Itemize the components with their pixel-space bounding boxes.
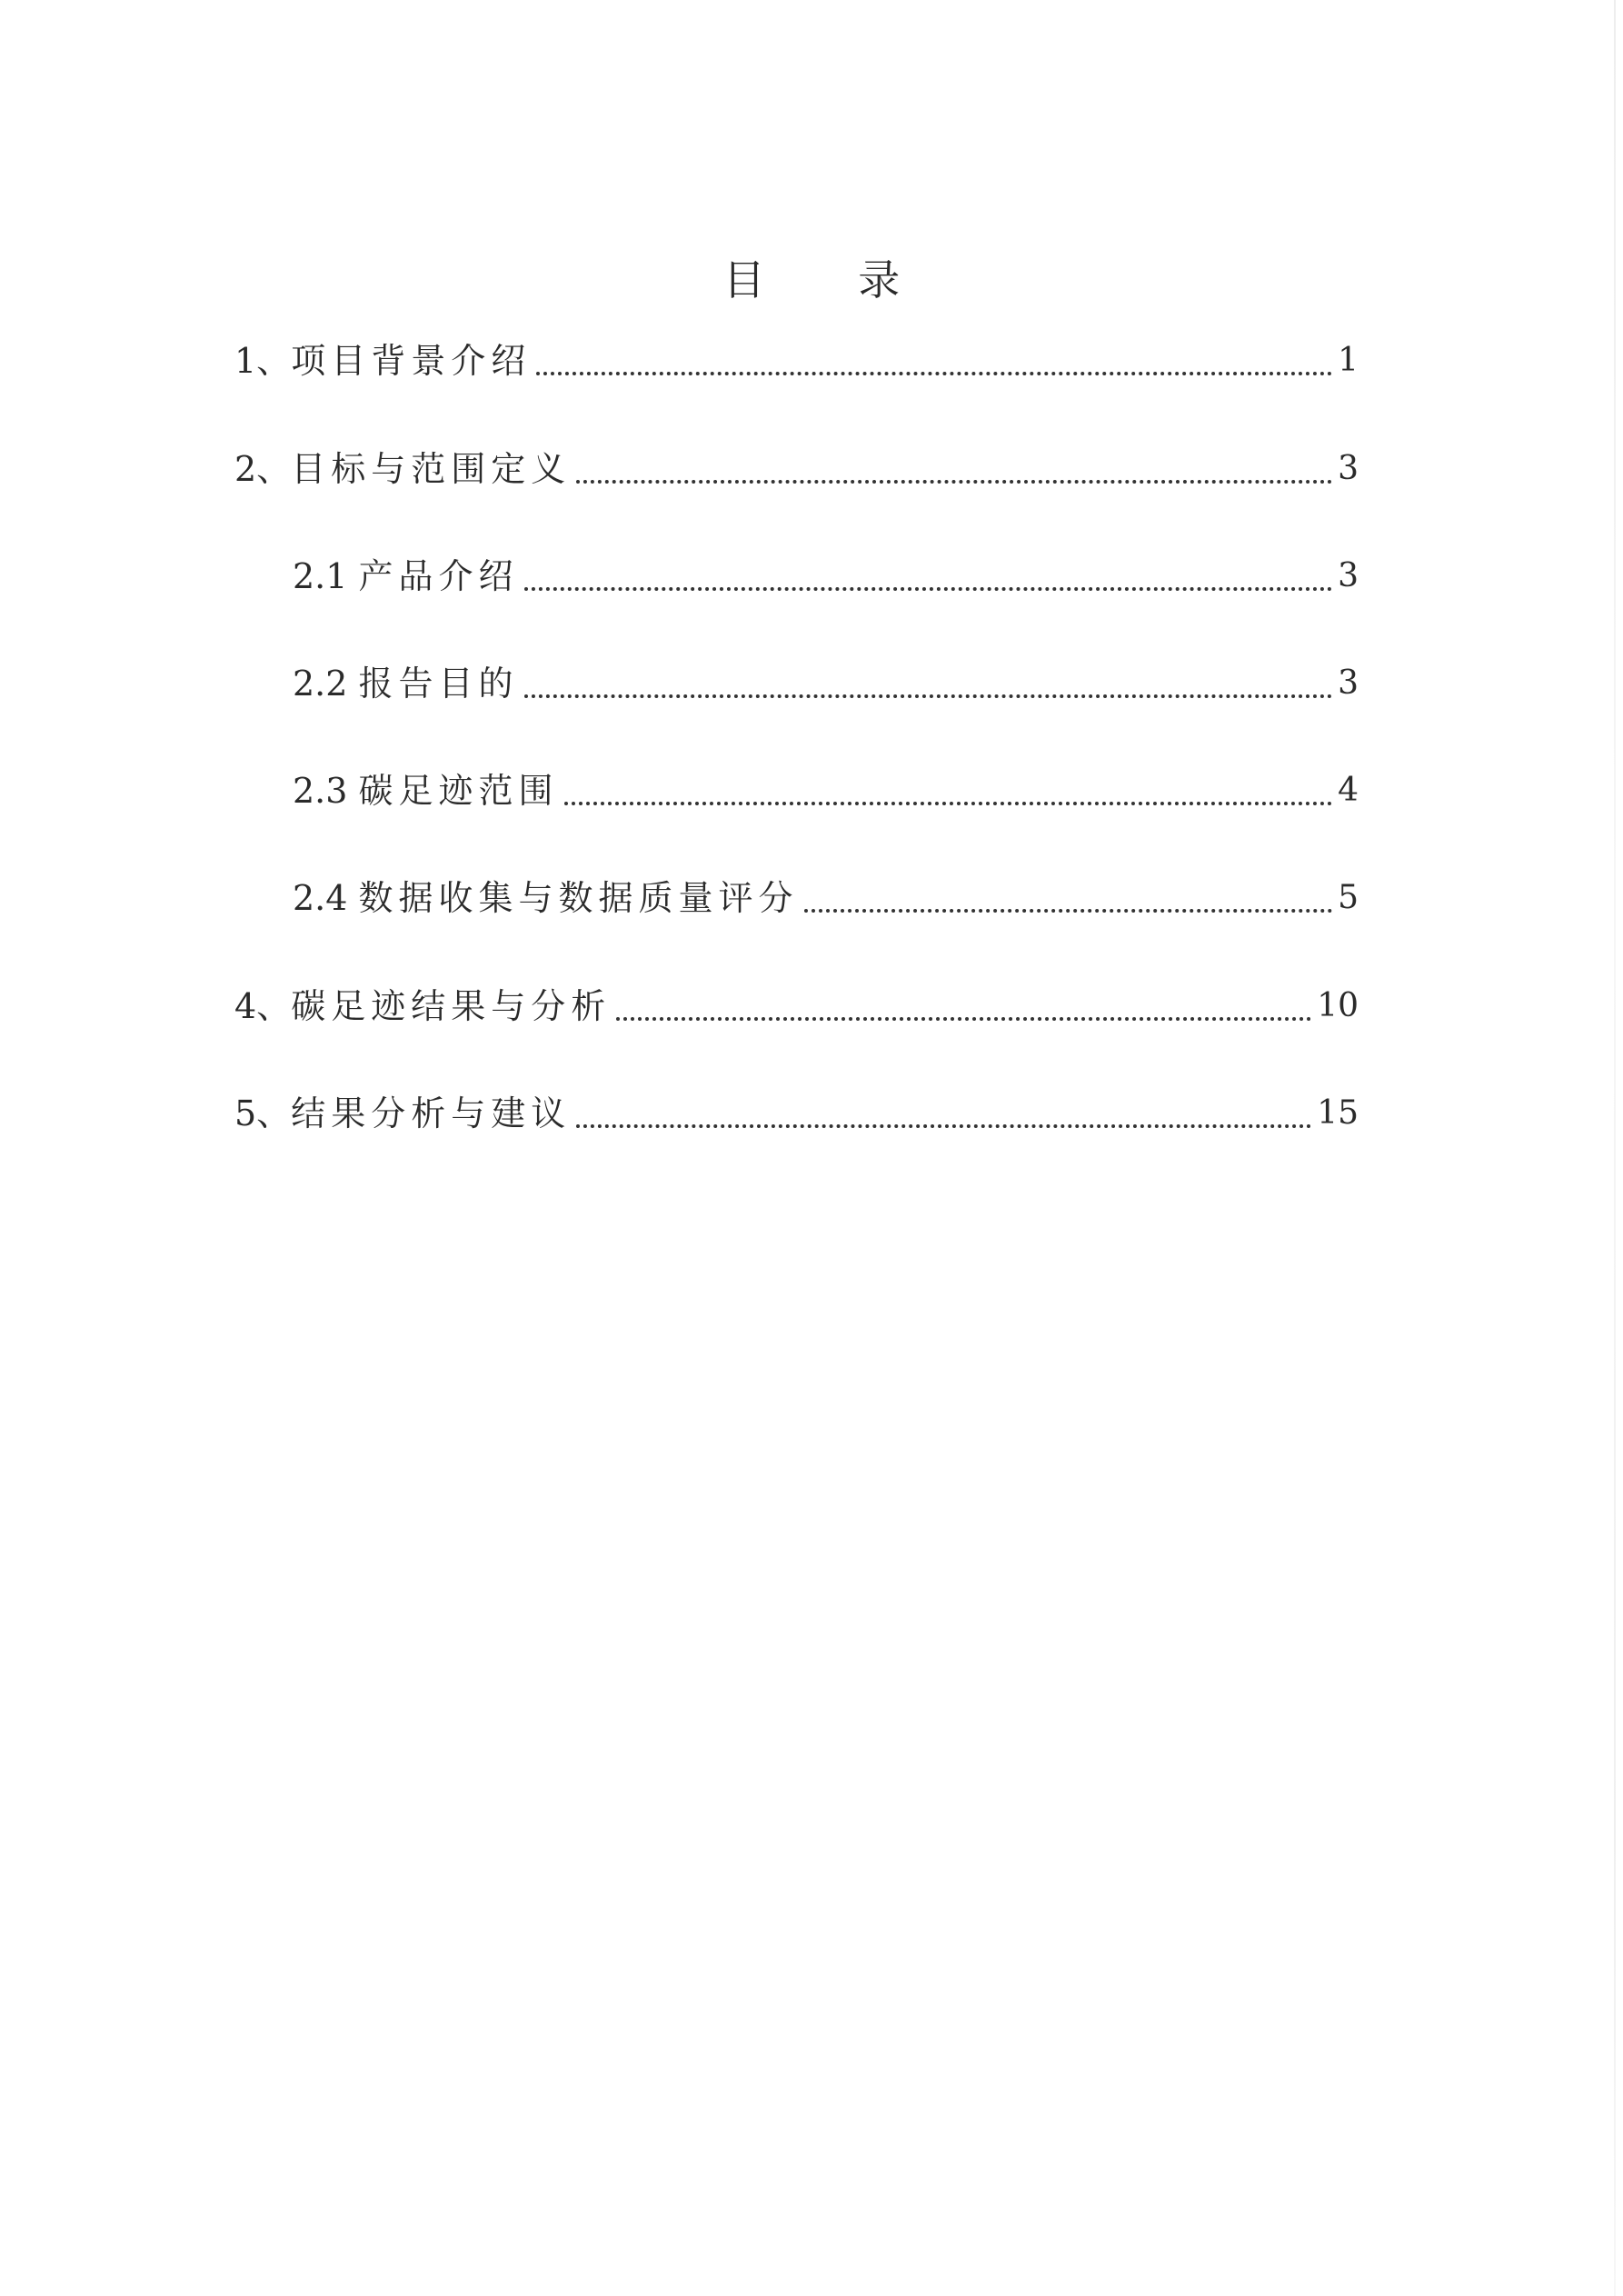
toc-page-number: 3 — [1338, 557, 1359, 594]
toc-entry-number: 5、 — [234, 1093, 292, 1133]
toc-entry-2-3[interactable] — [293, 768, 1359, 814]
toc-entry-2[interactable] — [234, 446, 1359, 492]
toc-entry-label: 目标与范围定义 — [291, 449, 572, 489]
toc-entry-5[interactable] — [234, 1091, 1359, 1136]
toc-entry-label: 产品介绍 — [358, 556, 519, 596]
toc-page-number: 3 — [1338, 664, 1359, 702]
toc-entry-number: 4、 — [234, 986, 292, 1026]
toc-dot-leader — [536, 372, 1332, 375]
toc-page-number: 5 — [1338, 879, 1359, 916]
toc-entry-label: 数据收集与数据质量评分 — [358, 878, 799, 918]
toc-entry-number: 2.4 — [293, 878, 359, 918]
toc-entry-number: 2、 — [234, 449, 292, 489]
toc-page-number: 15 — [1317, 1094, 1359, 1132]
toc-page-number: 1 — [1338, 342, 1359, 379]
toc-entry-number: 2.2 — [293, 664, 359, 704]
toc-entry-label: 结果分析与建议 — [291, 1093, 572, 1133]
toc-entry-label: 项目背景介绍 — [291, 341, 532, 381]
toc-dot-leader — [524, 694, 1333, 698]
toc-entry-number: 1、 — [234, 341, 292, 381]
toc-dot-leader — [616, 1017, 1311, 1021]
toc-dot-leader — [576, 480, 1332, 484]
toc-entry-number: 2.3 — [293, 771, 359, 811]
toc-page-number: 4 — [1338, 772, 1359, 809]
toc-entry-2-2[interactable] — [293, 661, 1359, 706]
toc-page-number: 10 — [1317, 987, 1359, 1024]
toc-entry-4[interactable] — [234, 983, 1359, 1029]
toc-entry-label: 报告目的 — [358, 664, 519, 704]
toc-entry-number: 2.1 — [293, 556, 359, 596]
scan-edge — [1614, 0, 1616, 2296]
page-title: 目 录 — [722, 255, 941, 304]
toc-dot-leader — [804, 909, 1333, 913]
toc-entry-label: 碳足迹范围 — [358, 771, 559, 811]
toc-dot-leader — [524, 587, 1333, 591]
toc-entry-2-4[interactable] — [293, 875, 1359, 921]
toc-entry-2-1[interactable] — [293, 554, 1359, 599]
toc-entry-1[interactable] — [234, 338, 1359, 384]
toc-entry-label: 碳足迹结果与分析 — [291, 986, 612, 1026]
toc-dot-leader — [564, 802, 1333, 805]
toc-dot-leader — [576, 1124, 1311, 1128]
toc-page-number: 3 — [1338, 450, 1359, 487]
